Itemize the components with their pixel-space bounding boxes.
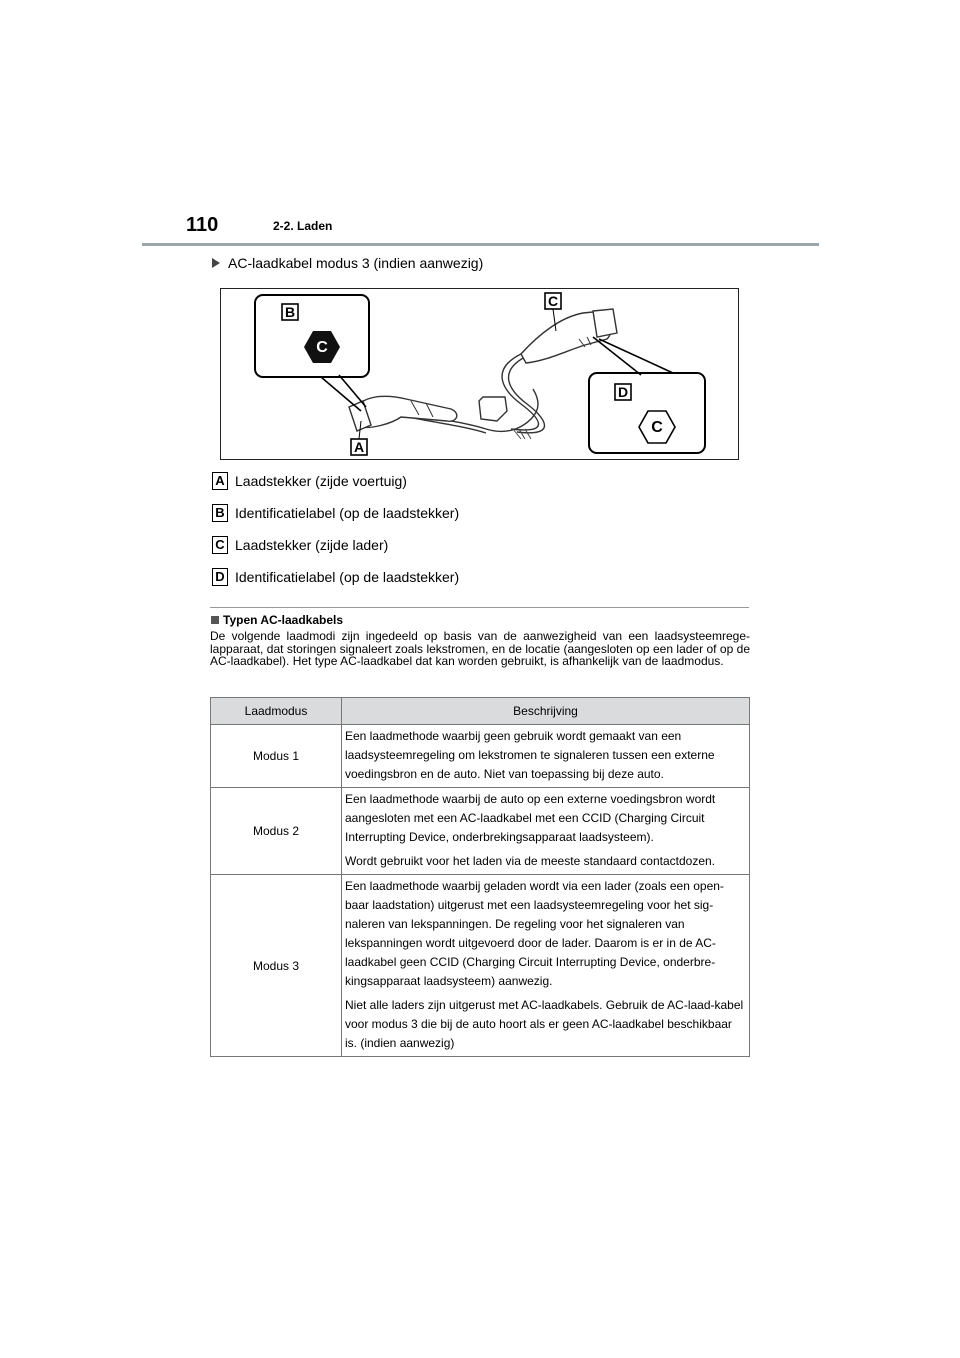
triangle-bullet-icon <box>212 258 220 268</box>
column-header: Beschrijving <box>342 698 750 725</box>
section-divider <box>210 607 749 608</box>
square-bullet-icon <box>211 616 219 624</box>
column-header: Laadmodus <box>211 698 342 725</box>
description-cell <box>342 725 750 788</box>
header-divider <box>142 243 819 246</box>
legend-text: Laadstekker (zijde lader) <box>235 537 389 553</box>
description-paragraph: Niet alle laders zijn uitgerust met AC-laadkabels. Gebruik de AC-laad-kabel voor modus 3 die bij de auto hoort als er geen AC-laadkabel beschikbaar is. (indien aanwezig) <box>345 998 744 1050</box>
intro-paragraph: De volgende laadmodi zijn ingedeeld op basis van de aanwezigheid van een laadsysteemrege-lapparaat, dat storingen signaleert zoals lekstromen, en de locatie (aangesloten op een lader of op de AC-laadkabel). Het type AC-laadkabel dat kan worden gebruikt, is afhankelijk van de laadmodus. <box>210 629 750 668</box>
legend-letter: A <box>212 472 228 490</box>
legend-text: Identificatielabel (op de laadstekker) <box>235 569 460 585</box>
description-cell <box>342 875 750 1057</box>
section-heading-text: Typen AC-laadkabels <box>223 613 344 627</box>
legend-letter: B <box>212 504 228 522</box>
legend-text: Identificatielabel (op de laadstekker) <box>235 505 460 521</box>
cable-illustration <box>220 288 739 460</box>
mode-cell: Modus 2 <box>211 788 342 875</box>
charging-modes-table <box>210 697 750 1057</box>
legend-item-d <box>212 568 459 586</box>
description-cell <box>342 788 750 875</box>
callout-c-letter: C <box>547 293 559 309</box>
table-row <box>211 875 750 1057</box>
legend-letter: C <box>212 536 228 554</box>
legend-item-a <box>212 472 407 490</box>
hex-label-d: C <box>651 419 663 436</box>
hex-label-b: C <box>316 339 328 356</box>
callout-b-letter: B <box>284 304 296 320</box>
description-paragraph: Een laadmethode waarbij geen gebruik wordt gemaakt van een laadsysteemregeling om lekstromen te signaleren tussen een externe voedingsbron en de auto. Niet van toepassing bij deze auto. <box>345 729 715 781</box>
callout-a-letter: A <box>353 439 365 455</box>
description-paragraph: Een laadmethode waarbij geladen wordt via een lader (zoals een open-baar laadstation) uitgerust met een laadsysteemregeling voor het sig-naleren van lekspanningen. De regeling voor het signaleren van lekspanningen wordt uitgevoerd door de lader. Daarom is er in de AC-laadkabel geen CCID (Charging Circuit Interrupting Device, onderbre-kingsapparaat laadsysteem) aanwezig. <box>345 879 724 988</box>
section-heading <box>211 613 343 627</box>
subheading <box>212 255 483 271</box>
page-number: 110 <box>186 214 219 236</box>
cable-drawing <box>221 289 740 461</box>
table-header-row <box>211 698 750 725</box>
subheading-text: AC-laadkabel modus 3 (indien aanwezig) <box>228 255 484 271</box>
table-row <box>211 788 750 875</box>
legend-item-c <box>212 536 388 554</box>
table-row <box>211 725 750 788</box>
legend-text: Laadstekker (zijde voertuig) <box>235 473 407 489</box>
section-title: 2-2. Laden <box>273 219 333 233</box>
callout-d-letter: D <box>617 384 629 400</box>
mode-cell: Modus 1 <box>211 725 342 788</box>
legend-letter: D <box>212 568 228 586</box>
description-paragraph: Een laadmethode waarbij de auto op een externe voedingsbron wordt aangesloten met een AC-laadkabel met een CCID (Charging Circuit Interrupting Device, onderbrekingsapparaat laadsysteem). <box>345 792 716 844</box>
mode-cell: Modus 3 <box>211 875 342 1057</box>
legend-item-b <box>212 504 459 522</box>
description-paragraph: Wordt gebruikt voor het laden via de meeste standaard contactdozen. <box>345 854 716 868</box>
